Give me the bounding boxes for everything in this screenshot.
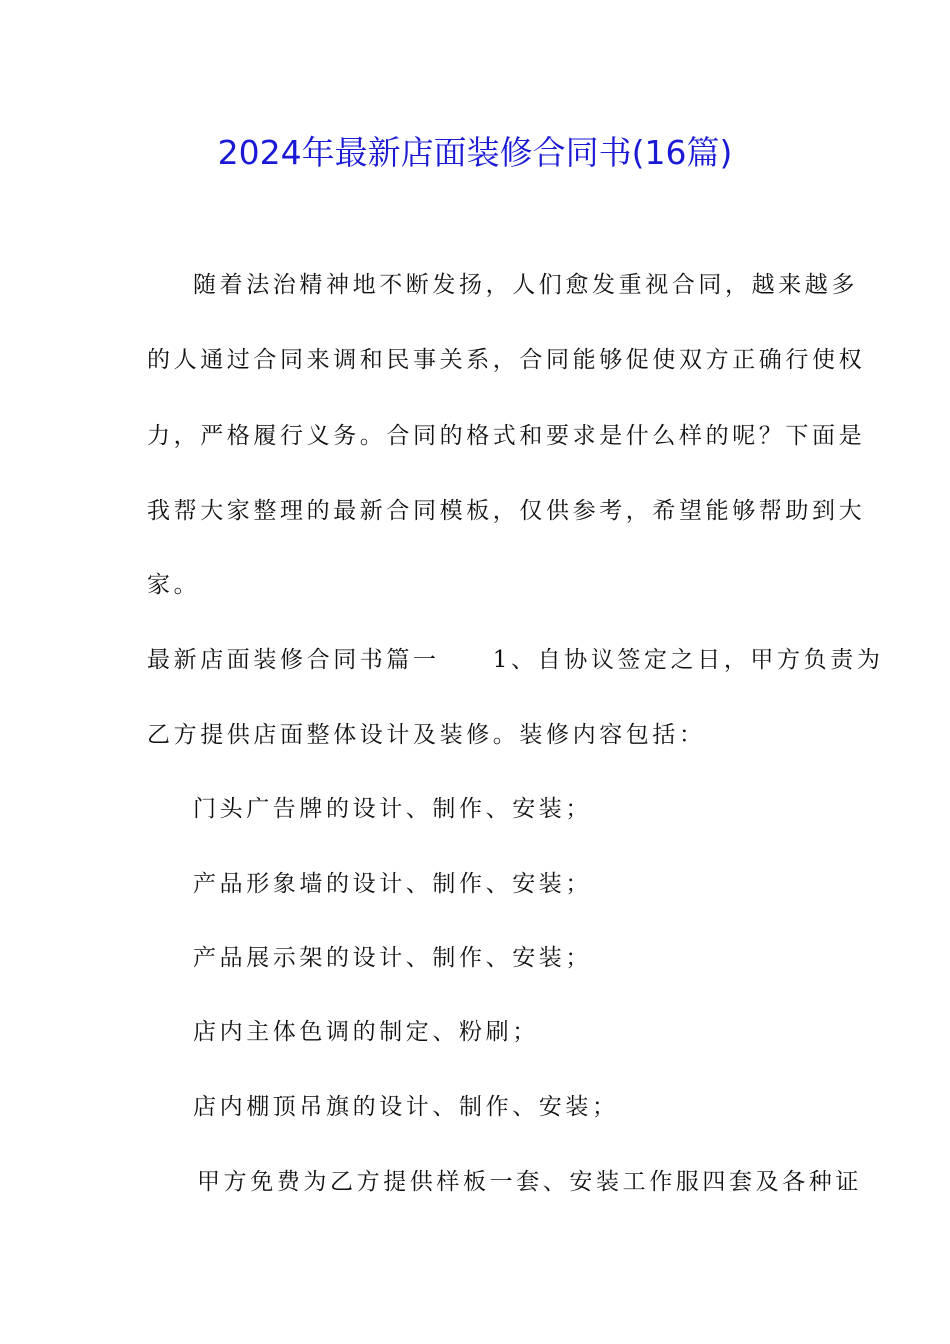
paragraph-line: 家。 (147, 572, 201, 598)
paragraph-line: 力，严格履行义务。合同的格式和要求是什么样的呢？下面是 (147, 423, 866, 449)
paragraph-line: 甲方免费为乙方提供样板一套、安装工作服四套及各种证 (197, 1169, 862, 1195)
section-heading-line: 最新店面装修合同书篇一 1、自协议签定之日，甲方负责为 (147, 647, 884, 673)
paragraph-line: 我帮大家整理的最新合同模板，仅供参考，希望能够帮助到大 (147, 498, 866, 524)
list-item: 产品展示架的设计、制作、安装； (193, 945, 592, 971)
paragraph-line: 的人通过合同来调和民事关系，合同能够促使双方正确行使权 (147, 347, 866, 373)
list-item: 门头广告牌的设计、制作、安装； (193, 796, 592, 822)
list-item: 产品形象墙的设计、制作、安装； (193, 871, 592, 897)
list-item: 店内主体色调的制定、粉刷； (193, 1019, 539, 1045)
list-item: 店内棚顶吊旗的设计、制作、安装； (193, 1094, 619, 1120)
paragraph-line: 随着法治精神地不断发扬，人们愈发重视合同，越来越多 (193, 272, 858, 298)
paragraph-line: 乙方提供店面整体设计及装修。装修内容包括： (147, 722, 706, 748)
document-title: 2024年最新店面装修合同书(16篇) (217, 133, 733, 172)
